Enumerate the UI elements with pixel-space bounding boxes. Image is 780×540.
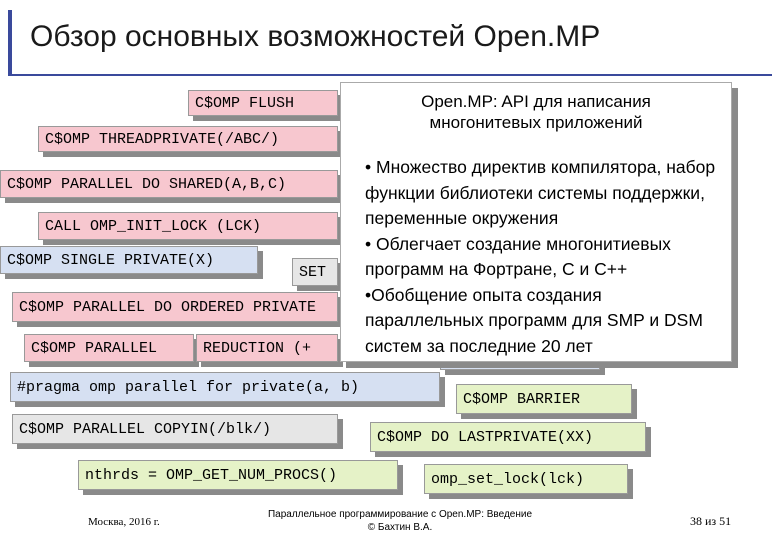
panel-bullets	[365, 155, 725, 359]
single-private-box: C$OMP SINGLE PRIVATE(X)	[0, 246, 258, 274]
barrier-box: C$OMP BARRIER	[456, 384, 632, 414]
set-box: SET	[292, 258, 338, 286]
bullet-languages: • Облегчает создание многонитиевых программ на Фортране, С и С++	[365, 233, 671, 279]
header-accent-bar	[8, 10, 12, 76]
parallel-do-shared-box: C$OMP PARALLEL DO SHARED(A,B,C)	[0, 170, 338, 198]
openmp-description-panel	[340, 82, 732, 362]
header-divider	[8, 74, 772, 76]
panel-heading-line1: Open.MP: API для написания	[421, 92, 651, 111]
slide-title: Обзор основных возможностей Open.MP	[30, 20, 601, 53]
copyin-box: C$OMP PARALLEL COPYIN(/blk/)	[12, 414, 338, 444]
reduction-box: REDUCTION (+	[196, 334, 338, 362]
threadprivate-box: C$OMP THREADPRIVATE(/ABC/)	[38, 126, 338, 152]
lastprivate-box: C$OMP DO LASTPRIVATE(XX)	[370, 422, 646, 452]
page-number: 38 из 51	[690, 514, 732, 528]
footer-location-date: Москва, 2016 г.	[88, 516, 160, 528]
flush-box: C$OMP FLUSH	[188, 90, 338, 116]
pragma-box: #pragma omp parallel for private(a, b)	[10, 372, 440, 402]
panel-heading	[341, 91, 731, 133]
set-lock-box: omp_set_lock(lck)	[424, 464, 628, 494]
parallel-do-ordered-box: C$OMP PARALLEL DO ORDERED PRIVATE	[12, 292, 338, 322]
bullet-directives: • Множество директив компилятора, набор функции библиотеки системы поддержки, переменные окружения	[365, 157, 716, 228]
footer-course	[240, 508, 560, 534]
bullet-experience: •Обобщение опыта создания параллельных программ для SMP и DSM систем за последние 20 лет	[365, 284, 703, 356]
init-lock-box: CALL OMP_INIT_LOCK (LCK)	[38, 212, 338, 240]
parallel-box: C$OMP PARALLEL	[24, 334, 194, 362]
panel-heading-line2: многонитевых приложений	[429, 113, 643, 132]
footer-course-title: Параллельное программирование с Open.MP: Введение	[267, 509, 533, 520]
footer-author: © Бахтин В.А.	[367, 522, 433, 533]
nthrds-box: nthrds = OMP_GET_NUM_PROCS()	[78, 460, 398, 490]
